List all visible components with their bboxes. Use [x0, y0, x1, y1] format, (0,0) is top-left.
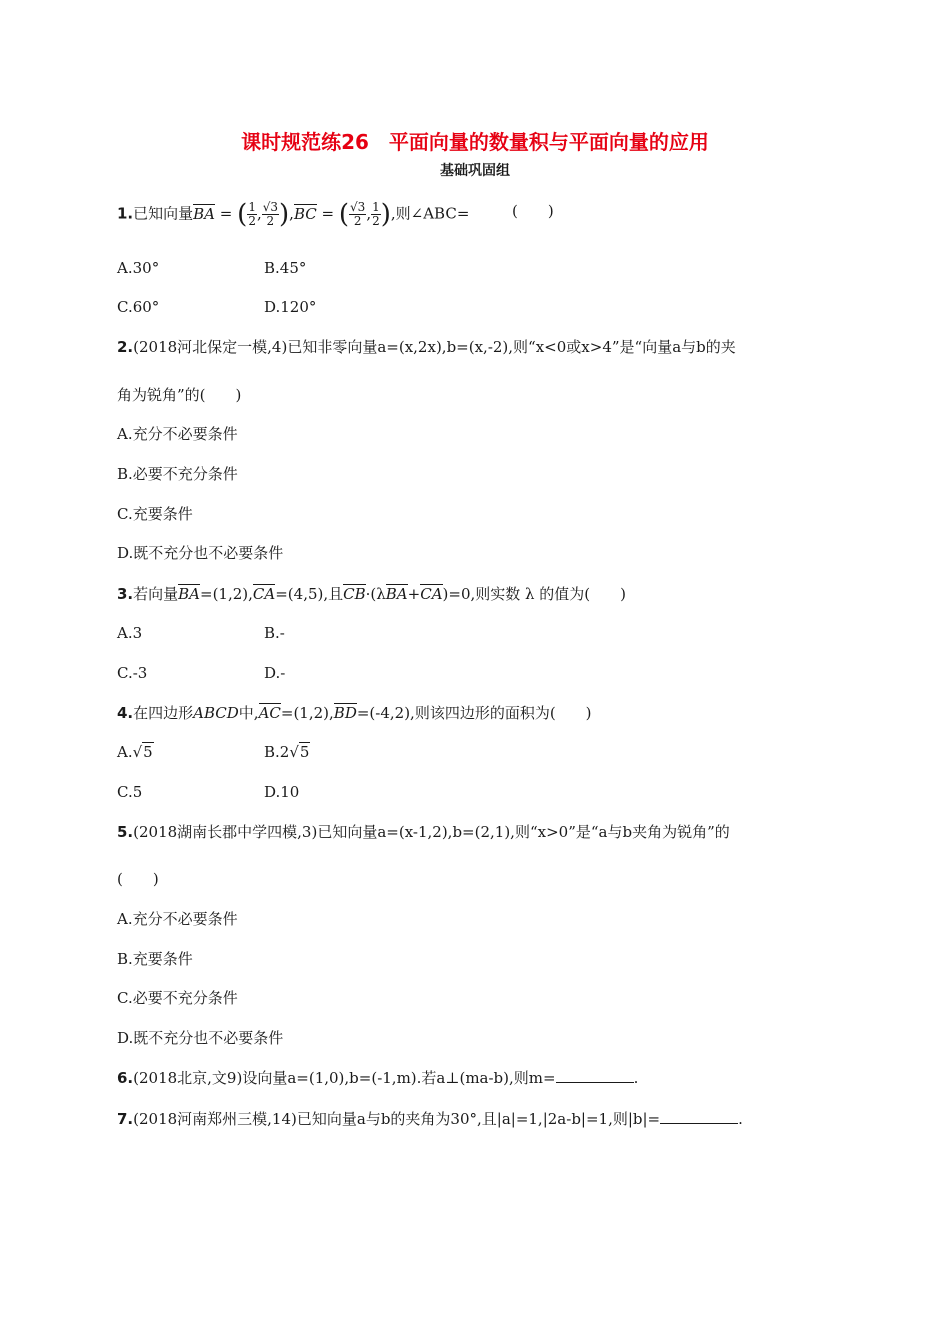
- vector-ca: CA: [252, 585, 276, 603]
- option-d: D.120°: [264, 298, 317, 316]
- fraction: $\frac{1}{2}$: [372, 200, 380, 228]
- option-d: D.10: [264, 783, 300, 801]
- question-2: 2.(2018河北保定一模,4)已知非零向量a=(x,2x),b=(x,-2),则“x<0或x>4”是“向量a与b的夹: [117, 338, 736, 356]
- option-c: C.-3: [117, 664, 148, 682]
- question-number: 3.: [117, 585, 134, 603]
- option-b: B.充要条件: [117, 950, 193, 968]
- vector-bc: BC: [293, 204, 317, 223]
- question-number: 2.: [117, 338, 134, 356]
- vector-ca: CA: [420, 585, 443, 603]
- question-6: 6.(2018北京,文9)设向量a=(1,0),b=(-1,m).若a⊥(ma-b),则m= .: [117, 1069, 639, 1087]
- fraction: $\frac{1}{2}$: [248, 200, 256, 228]
- question-number: 1.: [117, 204, 134, 223]
- option-c: C.60°: [117, 298, 160, 316]
- answer-bracket: ( ): [512, 202, 554, 220]
- answer-blank[interactable]: [660, 1109, 738, 1124]
- question-number: 6.: [117, 1069, 134, 1087]
- option-b: B.必要不充分条件: [117, 465, 238, 483]
- vector-ba: BA: [385, 585, 408, 603]
- answer-bracket: ( ): [117, 870, 159, 888]
- question-3: 3.若向量BA=(1,2),CA=(4,5),且CB·(λBA+CA)=0,则实数 λ 的值为( ): [117, 585, 627, 603]
- question-number: 4.: [117, 704, 134, 722]
- question-2-cont: 角为锐角”的( ): [117, 386, 242, 404]
- question-number: 7.: [117, 1110, 134, 1128]
- question-5: 5.(2018湖南长郡中学四模,3)已知向量a=(x-1,2),b=(2,1),则“x>0”是“a与b夹角为锐角”的: [117, 823, 730, 841]
- question-number: 5.: [117, 823, 134, 841]
- option-b: B.-: [264, 624, 285, 642]
- option-a: A.充分不必要条件: [117, 910, 238, 928]
- option-b: B.2√5: [264, 743, 310, 761]
- option-b: B.45°: [264, 259, 307, 277]
- vector-ba: BA: [178, 585, 201, 603]
- option-c: C.充要条件: [117, 505, 193, 523]
- question-7: 7.(2018河南郑州三模,14)已知向量a与b的夹角为30°,且|a|=1,|2a-b|=1,则|b|= .: [117, 1110, 743, 1128]
- sqrt: √5: [132, 743, 153, 761]
- option-d: D.-: [264, 664, 286, 682]
- option-c: C.必要不充分条件: [117, 989, 238, 1007]
- page-title: 课时规范练26 平面向量的数量积与平面向量的应用: [241, 130, 709, 154]
- option-d: D.既不充分也不必要条件: [117, 1029, 284, 1047]
- vector-cb: CB: [343, 585, 366, 603]
- option-a: A.√5: [117, 743, 153, 761]
- sqrt: √5: [289, 743, 310, 761]
- fraction: $\frac{√3}{2}$: [262, 200, 279, 228]
- option-d: D.既不充分也不必要条件: [117, 544, 284, 562]
- vector-bd: BD: [333, 704, 357, 722]
- option-a: A.充分不必要条件: [117, 425, 238, 443]
- vector-ba: BA: [193, 204, 216, 223]
- fraction: $\frac{√3}{2}$: [350, 200, 366, 228]
- vector-ac: AC: [258, 704, 281, 722]
- question-1: 1.已知向量BA = ( $\frac{1}{2}$ , $\frac{√3}{2}$ ),BC = ( $\frac{√3}{2}$ , $\frac{1}{2}$ ),则∠ABC=: [117, 199, 470, 230]
- answer-blank[interactable]: [556, 1068, 634, 1083]
- section-subtitle: 基础巩固组: [440, 163, 510, 179]
- option-a: A.3: [117, 624, 143, 642]
- question-4: 4.在四边形ABCD中,AC=(1,2),BD=(-4,2),则该四边形的面积为( ): [117, 704, 592, 722]
- option-a: A.30°: [117, 259, 160, 277]
- option-c: C.5: [117, 783, 143, 801]
